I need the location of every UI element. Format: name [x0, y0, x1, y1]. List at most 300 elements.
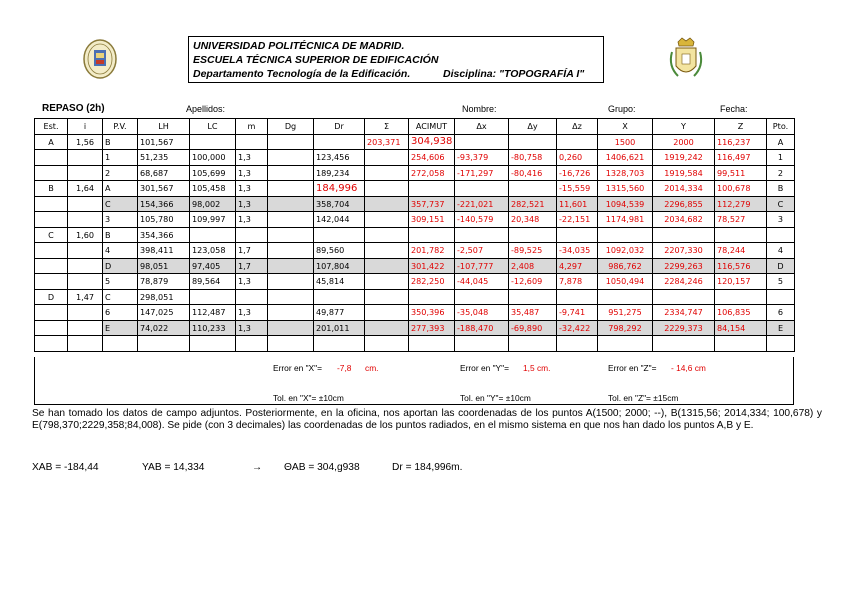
- cell-lc: 89,564: [190, 274, 236, 290]
- cell-lc: 100,000: [190, 150, 236, 166]
- cell-est: D: [35, 289, 68, 305]
- cell-m: 1,3: [236, 320, 268, 336]
- cell-pto: [767, 336, 795, 352]
- cell-lc: 98,002: [190, 196, 236, 212]
- cell-pv: [103, 336, 138, 352]
- cell-z: [715, 289, 767, 305]
- cell-sigma: [365, 227, 409, 243]
- cell-lh: 301,567: [138, 181, 190, 197]
- cell-dy: 20,348: [509, 212, 557, 228]
- column-header: Z: [715, 119, 767, 135]
- cell-z: 78,527: [715, 212, 767, 228]
- cell-est: [35, 305, 68, 321]
- cell-pto: 6: [767, 305, 795, 321]
- cell-lh: 154,366: [138, 196, 190, 212]
- cell-lc: [190, 227, 236, 243]
- cell-dx: -107,777: [455, 258, 509, 274]
- cell-acimut: [409, 227, 455, 243]
- cell-est: [35, 320, 68, 336]
- cell-dx: [455, 336, 509, 352]
- cell-dg: [268, 305, 314, 321]
- cell-pto: 1: [767, 150, 795, 166]
- cell-pto: B: [767, 181, 795, 197]
- cell-dz: 4,297: [557, 258, 598, 274]
- cell-x: 1050,494: [598, 274, 653, 290]
- column-header: Σ: [365, 119, 409, 135]
- cell-lh: [138, 336, 190, 352]
- cell-lh: 101,567: [138, 134, 190, 150]
- cell-pv: D: [103, 258, 138, 274]
- cell-dg: [268, 258, 314, 274]
- cell-x: [598, 227, 653, 243]
- cell-pv: A: [103, 181, 138, 197]
- cell-m: 1,3: [236, 212, 268, 228]
- column-header: Δy: [509, 119, 557, 135]
- column-header: ACIMUT: [409, 119, 455, 135]
- table-row: [35, 227, 795, 243]
- table-row: [35, 258, 795, 274]
- table-row: [35, 320, 795, 336]
- cell-x: 798,292: [598, 320, 653, 336]
- error-x-label: Error en "X"=: [273, 363, 323, 373]
- grupo-label: Grupo:: [608, 104, 636, 114]
- result-theta: ΘAB = 304,g938: [284, 462, 360, 473]
- cell-sigma: [365, 336, 409, 352]
- cell-sigma: [365, 243, 409, 259]
- cell-m: [236, 134, 268, 150]
- error-z-value: - 14,6 cm: [671, 363, 706, 373]
- cell-dr: 142,044: [314, 212, 365, 228]
- cell-est: [35, 336, 68, 352]
- cell-acimut: 304,938: [409, 134, 455, 150]
- results-line: [32, 462, 822, 476]
- cell-i: [68, 274, 103, 290]
- error-y-value: 1,5 cm.: [523, 363, 551, 373]
- cell-dx: -35,048: [455, 305, 509, 321]
- cell-sigma: [365, 289, 409, 305]
- cell-dg: [268, 289, 314, 305]
- form-labels: [0, 104, 848, 116]
- cell-dz: 11,601: [557, 196, 598, 212]
- column-header: Pto.: [767, 119, 795, 135]
- cell-m: 1,7: [236, 243, 268, 259]
- cell-z: 116,497: [715, 150, 767, 166]
- cell-sigma: [365, 181, 409, 197]
- cell-dg: [268, 150, 314, 166]
- cell-lh: 74,022: [138, 320, 190, 336]
- cell-i: [68, 196, 103, 212]
- cell-dz: [557, 134, 598, 150]
- cell-pto: A: [767, 134, 795, 150]
- cell-acimut: [409, 181, 455, 197]
- cell-dg: [268, 274, 314, 290]
- cell-dy: 282,521: [509, 196, 557, 212]
- cell-lh: 68,687: [138, 165, 190, 181]
- cell-dz: [557, 336, 598, 352]
- cell-i: [68, 165, 103, 181]
- cell-lc: 112,487: [190, 305, 236, 321]
- cell-dy: [509, 289, 557, 305]
- error-summary: [34, 357, 794, 405]
- error-z-label: Error en "Z"=: [608, 363, 657, 373]
- table-row: [35, 181, 795, 197]
- cell-dx: [455, 289, 509, 305]
- university-name: UNIVERSIDAD POLITÉCNICA DE MADRID.: [193, 40, 405, 52]
- error-y-label: Error en "Y"=: [460, 363, 510, 373]
- cell-y: 2296,855: [653, 196, 715, 212]
- cell-y: 2207,330: [653, 243, 715, 259]
- cell-i: 1,64: [68, 181, 103, 197]
- cell-dr: [314, 289, 365, 305]
- cell-sigma: [365, 150, 409, 166]
- table-row: [35, 212, 795, 228]
- cell-pto: E: [767, 320, 795, 336]
- cell-dy: [509, 227, 557, 243]
- table-row: [35, 134, 795, 150]
- cell-lc: 97,405: [190, 258, 236, 274]
- cell-dg: [268, 181, 314, 197]
- cell-z: 112,279: [715, 196, 767, 212]
- cell-dy: -80,758: [509, 150, 557, 166]
- cell-lc: [190, 134, 236, 150]
- department-name: Departamento Tecnología de la Edificación.: [193, 68, 411, 80]
- cell-lc: 105,458: [190, 181, 236, 197]
- fecha-label: Fecha:: [720, 104, 748, 114]
- cell-dz: [557, 289, 598, 305]
- tolerance-y: Tol. en "Y"= ±10cm: [460, 393, 531, 403]
- cell-acimut: [409, 336, 455, 352]
- cell-dr: 358,704: [314, 196, 365, 212]
- cell-z: 120,157: [715, 274, 767, 290]
- cell-x: 986,762: [598, 258, 653, 274]
- school-name: ESCUELA TÉCNICA SUPERIOR DE EDIFICACIÓN: [193, 54, 439, 66]
- cell-i: [68, 320, 103, 336]
- cell-lh: 51,235: [138, 150, 190, 166]
- cell-dr: [314, 227, 365, 243]
- cell-est: [35, 165, 68, 181]
- cell-pv: C: [103, 196, 138, 212]
- cell-lc: 109,997: [190, 212, 236, 228]
- cell-pto: [767, 289, 795, 305]
- table-header-row: [35, 119, 795, 135]
- cell-i: 1,60: [68, 227, 103, 243]
- cell-i: [68, 258, 103, 274]
- cell-acimut: 301,422: [409, 258, 455, 274]
- cell-y: 2299,263: [653, 258, 715, 274]
- cell-dr: 107,804: [314, 258, 365, 274]
- cell-acimut: 201,782: [409, 243, 455, 259]
- cell-z: 84,154: [715, 320, 767, 336]
- cell-dy: [509, 134, 557, 150]
- cell-est: [35, 212, 68, 228]
- cell-lh: 398,411: [138, 243, 190, 259]
- cell-lh: 78,879: [138, 274, 190, 290]
- table-row: [35, 336, 795, 352]
- cell-z: 78,244: [715, 243, 767, 259]
- column-header: Dr: [314, 119, 365, 135]
- table-row: [35, 289, 795, 305]
- cell-sigma: [365, 165, 409, 181]
- cell-z: [715, 336, 767, 352]
- upm-logo: [82, 38, 118, 80]
- cell-dz: [557, 227, 598, 243]
- cell-dy: -69,890: [509, 320, 557, 336]
- cell-y: [653, 336, 715, 352]
- cell-est: [35, 258, 68, 274]
- error-x-value: -7,8: [337, 363, 352, 373]
- cell-dr: 123,456: [314, 150, 365, 166]
- cell-dx: -221,021: [455, 196, 509, 212]
- cell-i: 1,47: [68, 289, 103, 305]
- column-header: Δz: [557, 119, 598, 135]
- cell-dx: -171,297: [455, 165, 509, 181]
- table-row: [35, 165, 795, 181]
- cell-pto: 4: [767, 243, 795, 259]
- tolerance-z: Tol. en "Z"= ±15cm: [608, 393, 679, 403]
- cell-i: [68, 243, 103, 259]
- cell-i: [68, 150, 103, 166]
- cell-lh: 98,051: [138, 258, 190, 274]
- cell-dy: 2,408: [509, 258, 557, 274]
- cell-y: [653, 227, 715, 243]
- header-box: [188, 36, 604, 83]
- cell-x: 1092,032: [598, 243, 653, 259]
- cell-dg: [268, 243, 314, 259]
- cell-y: 2284,246: [653, 274, 715, 290]
- cell-x: [598, 289, 653, 305]
- cell-pv: B: [103, 134, 138, 150]
- survey-table: [34, 118, 795, 352]
- column-header: LH: [138, 119, 190, 135]
- discipline-name: Disciplina: "TOPOGRAFÍA I": [443, 68, 585, 80]
- column-header: i: [68, 119, 103, 135]
- cell-dr: [314, 336, 365, 352]
- cell-acimut: 277,393: [409, 320, 455, 336]
- cell-pto: D: [767, 258, 795, 274]
- cell-dg: [268, 336, 314, 352]
- cell-pv: 3: [103, 212, 138, 228]
- tolerance-x: Tol. en "X"= ±10cm: [273, 393, 344, 403]
- etsie-logo: [664, 36, 708, 82]
- cell-est: [35, 243, 68, 259]
- cell-acimut: [409, 289, 455, 305]
- cell-m: 1,3: [236, 274, 268, 290]
- error-x-unit: cm.: [365, 363, 379, 373]
- cell-y: 2229,373: [653, 320, 715, 336]
- cell-acimut: 309,151: [409, 212, 455, 228]
- cell-pv: E: [103, 320, 138, 336]
- cell-sigma: [365, 212, 409, 228]
- cell-dy: -80,416: [509, 165, 557, 181]
- cell-dr: 49,877: [314, 305, 365, 321]
- apellidos-label: Apellidos:: [186, 104, 226, 114]
- cell-x: 1174,981: [598, 212, 653, 228]
- cell-dx: -44,045: [455, 274, 509, 290]
- cell-acimut: 254,606: [409, 150, 455, 166]
- cell-dz: -32,422: [557, 320, 598, 336]
- cell-m: 1,3: [236, 150, 268, 166]
- cell-dy: 35,487: [509, 305, 557, 321]
- cell-dz: 7,878: [557, 274, 598, 290]
- cell-sigma: [365, 274, 409, 290]
- cell-m: 1,3: [236, 165, 268, 181]
- cell-dr: 89,560: [314, 243, 365, 259]
- cell-dx: [455, 181, 509, 197]
- cell-est: A: [35, 134, 68, 150]
- cell-z: 100,678: [715, 181, 767, 197]
- cell-lc: [190, 336, 236, 352]
- cell-x: 1406,621: [598, 150, 653, 166]
- cell-dz: -16,726: [557, 165, 598, 181]
- cell-z: 99,511: [715, 165, 767, 181]
- cell-pv: 2: [103, 165, 138, 181]
- cell-m: 1,7: [236, 258, 268, 274]
- cell-pv: 4: [103, 243, 138, 259]
- cell-dz: 0,260: [557, 150, 598, 166]
- cell-dg: [268, 165, 314, 181]
- table-row: [35, 196, 795, 212]
- cell-i: [68, 305, 103, 321]
- cell-z: [715, 227, 767, 243]
- cell-lh: 105,780: [138, 212, 190, 228]
- cell-dx: -2,507: [455, 243, 509, 259]
- result-arrow: →: [252, 462, 263, 473]
- cell-y: 2014,334: [653, 181, 715, 197]
- cell-dr: 184,996: [314, 181, 365, 197]
- cell-dx: [455, 134, 509, 150]
- cell-pto: C: [767, 196, 795, 212]
- cell-m: 1,3: [236, 305, 268, 321]
- cell-m: [236, 289, 268, 305]
- cell-lh: 298,051: [138, 289, 190, 305]
- cell-pto: 5: [767, 274, 795, 290]
- cell-z: 106,835: [715, 305, 767, 321]
- table-row: [35, 150, 795, 166]
- cell-dz: -15,559: [557, 181, 598, 197]
- cell-est: [35, 196, 68, 212]
- cell-pv: C: [103, 289, 138, 305]
- cell-sigma: [365, 196, 409, 212]
- cell-lc: 123,058: [190, 243, 236, 259]
- cell-pv: B: [103, 227, 138, 243]
- cell-m: [236, 227, 268, 243]
- result-yab: YAB = 14,334: [142, 462, 205, 473]
- cell-acimut: 350,396: [409, 305, 455, 321]
- cell-y: 2334,747: [653, 305, 715, 321]
- cell-pto: 3: [767, 212, 795, 228]
- cell-acimut: 272,058: [409, 165, 455, 181]
- cell-pto: [767, 227, 795, 243]
- cell-dy: [509, 181, 557, 197]
- problem-statement: Se han tomado los datos de campo adjuntos. Posteriormente, en la oficina, nos aportan las coordenadas de los puntos A(1500; 2000; --), B(1315,56; 2014,334; 100,678) y E(798,370;2229,358;84,008). Se pide (con 3 decimales) las coordenadas de los puntos radiados, en el mismo sistema en que nos han dado los puntos A,B y E.: [32, 408, 822, 431]
- cell-dy: [509, 336, 557, 352]
- cell-lc: 110,233: [190, 320, 236, 336]
- cell-dr: 189,234: [314, 165, 365, 181]
- cell-pv: 1: [103, 150, 138, 166]
- cell-dg: [268, 134, 314, 150]
- cell-m: [236, 336, 268, 352]
- cell-i: 1,56: [68, 134, 103, 150]
- column-header: Y: [653, 119, 715, 135]
- cell-est: [35, 150, 68, 166]
- cell-lc: [190, 289, 236, 305]
- cell-lc: 105,699: [190, 165, 236, 181]
- repaso-label: REPASO (2h): [42, 103, 105, 114]
- cell-dg: [268, 212, 314, 228]
- cell-dx: -93,379: [455, 150, 509, 166]
- cell-y: 2034,682: [653, 212, 715, 228]
- cell-est: C: [35, 227, 68, 243]
- cell-z: 116,576: [715, 258, 767, 274]
- cell-y: 1919,584: [653, 165, 715, 181]
- cell-sigma: 203,371: [365, 134, 409, 150]
- table-row: [35, 243, 795, 259]
- cell-dg: [268, 320, 314, 336]
- cell-x: 951,275: [598, 305, 653, 321]
- column-header: Δx: [455, 119, 509, 135]
- cell-lh: 147,025: [138, 305, 190, 321]
- cell-m: 1,3: [236, 181, 268, 197]
- cell-sigma: [365, 305, 409, 321]
- result-xab: XAB = -184,44: [32, 462, 99, 473]
- cell-x: 1328,703: [598, 165, 653, 181]
- cell-x: 1500: [598, 134, 653, 150]
- cell-pto: 2: [767, 165, 795, 181]
- cell-dx: -140,579: [455, 212, 509, 228]
- cell-i: [68, 336, 103, 352]
- cell-x: 1315,560: [598, 181, 653, 197]
- column-header: P.V.: [103, 119, 138, 135]
- cell-dz: -9,741: [557, 305, 598, 321]
- cell-sigma: [365, 320, 409, 336]
- cell-dz: -34,035: [557, 243, 598, 259]
- cell-x: 1094,539: [598, 196, 653, 212]
- cell-est: B: [35, 181, 68, 197]
- column-header: Dg: [268, 119, 314, 135]
- cell-dy: -89,525: [509, 243, 557, 259]
- nombre-label: Nombre:: [462, 104, 497, 114]
- cell-dr: [314, 134, 365, 150]
- cell-dx: -188,470: [455, 320, 509, 336]
- cell-m: 1,3: [236, 196, 268, 212]
- cell-acimut: 357,737: [409, 196, 455, 212]
- cell-lh: 354,366: [138, 227, 190, 243]
- cell-dg: [268, 196, 314, 212]
- table-row: [35, 305, 795, 321]
- cell-dr: 201,011: [314, 320, 365, 336]
- cell-acimut: 282,250: [409, 274, 455, 290]
- cell-i: [68, 212, 103, 228]
- cell-y: [653, 289, 715, 305]
- cell-y: 1919,242: [653, 150, 715, 166]
- column-header: LC: [190, 119, 236, 135]
- cell-x: [598, 336, 653, 352]
- column-header: Est.: [35, 119, 68, 135]
- cell-sigma: [365, 258, 409, 274]
- cell-dz: -22,151: [557, 212, 598, 228]
- column-header: m: [236, 119, 268, 135]
- cell-est: [35, 274, 68, 290]
- cell-pv: 5: [103, 274, 138, 290]
- cell-dr: 45,814: [314, 274, 365, 290]
- result-dr: Dr = 184,996m.: [392, 462, 463, 473]
- column-header: X: [598, 119, 653, 135]
- cell-dg: [268, 227, 314, 243]
- cell-pv: 6: [103, 305, 138, 321]
- cell-y: 2000: [653, 134, 715, 150]
- cell-dy: -12,609: [509, 274, 557, 290]
- cell-z: 116,237: [715, 134, 767, 150]
